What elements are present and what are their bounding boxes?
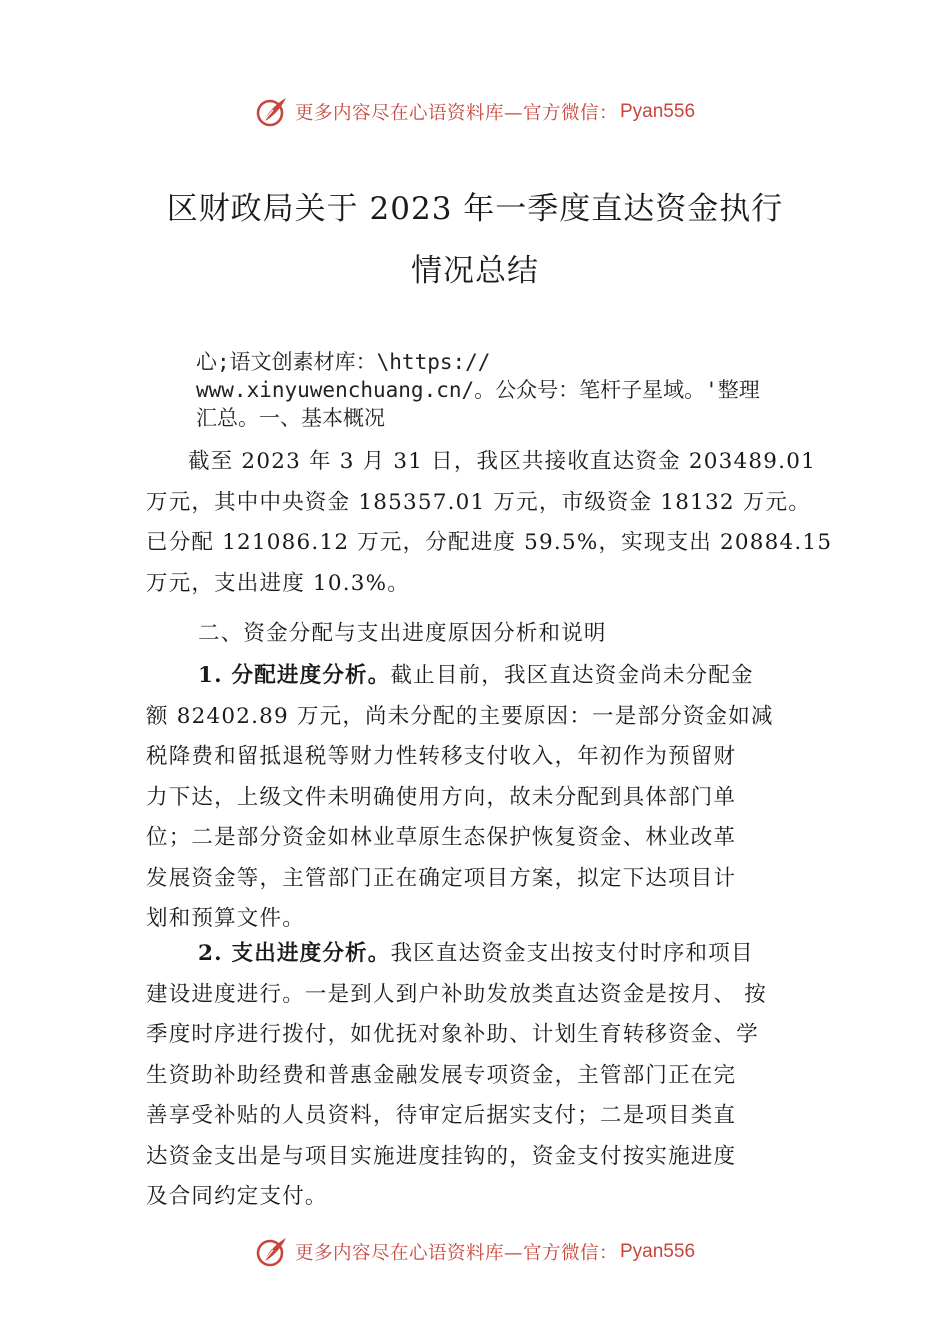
paragraph-line: 达资金支出是与项目实施进度挂钩的，资金支付按实施进度 (146, 1143, 737, 1169)
paragraph-line: 善享受补贴的人员资料，待审定后据实支付；二是项目类直 (146, 1103, 737, 1128)
paragraph-line (146, 656, 810, 697)
paragraph-line: 万元，其中中央资金 185357.01 万元，市级资金 18132 万元。 (146, 489, 811, 515)
paragraph-line: 生资助补助经费和普惠金融发展专项资金，主管部门正在完 (146, 1062, 737, 1088)
paragraph-line: 额 82402.89 万元，尚未分配的主要原因：一是部分资金如减 (146, 703, 774, 729)
paragraph-line: 万元，支出进度 10.3%。 (146, 570, 410, 596)
allocation-analysis-paragraph (146, 656, 810, 940)
overview-paragraph (146, 442, 833, 604)
section-heading (146, 614, 810, 655)
feather-pen-logo-icon (255, 1235, 289, 1269)
paragraph-line: 税降费和留抵退税等财力性转移支付收入，年初作为预留财 (146, 744, 737, 769)
paragraph-line (146, 934, 810, 975)
feather-pen-logo-icon (255, 95, 289, 129)
banner-wechat-id: Pyan556 (620, 101, 696, 122)
document-title (0, 178, 950, 302)
section-heading-text: 二、资金分配与支出进度原因分析和说明 (198, 621, 607, 646)
header-banner (0, 92, 950, 132)
paragraph-line: 已分配 121086.12 万元，分配进度 59.5%，实现支出 20884.15 (146, 530, 833, 555)
paragraph-line: 及合同约定支付。 (146, 1184, 328, 1209)
source-note (196, 348, 836, 432)
footer-banner (0, 1232, 950, 1272)
paragraph-line: 季度时序进行拨付，如优抚对象补助、计划生育转移资金、学 (146, 1022, 759, 1047)
paragraph-line: 划和预算文件。 (146, 906, 305, 931)
title-line: 区财政局关于 2023 年一季度直达资金执行 (166, 191, 784, 227)
paragraph-line: 建设进度进行。一是到人到户补助发放类直达资金是按月、 按 (146, 981, 767, 1007)
paragraph-lead: 2. 支出进度分析。 (198, 941, 391, 966)
expenditure-analysis-paragraph (146, 934, 810, 1218)
paragraph-line: 力下达，上级文件未明确使用方向，故未分配到具体部门单 (146, 784, 737, 810)
banner-text: 更多内容尽在心语资料库—官方微信： (294, 1243, 618, 1264)
paragraph-lead: 1. 分配进度分析。 (198, 663, 391, 688)
source-line: www.xinyuwenchuang.cn/。公众号：笔杆子星域。'整理 (196, 378, 760, 402)
title-line: 情况总结 (411, 253, 539, 289)
paragraph-line: 位；二是部分资金如林业草原生态保护恢复资金、林业改革 (146, 825, 737, 850)
paragraph-line: 截至 2023 年 3 月 31 日，我区共接收直达资金 203489.01 (188, 449, 816, 474)
banner-text: 更多内容尽在心语资料库—官方微信： (294, 103, 618, 124)
paragraph-first-rest: 我区直达资金支出按支付时序和项目 (390, 941, 754, 966)
paragraph-first-rest: 截止目前，我区直达资金尚未分配金 (390, 663, 754, 688)
paragraph-line: 发展资金等，主管部门正在确定项目方案，拟定下达项目计 (146, 865, 737, 891)
source-line: 汇总。一、基本概况 (196, 406, 385, 430)
source-line: 心;语文创素材库：\https:// (196, 350, 491, 374)
banner-wechat-id: Pyan556 (620, 1241, 696, 1262)
